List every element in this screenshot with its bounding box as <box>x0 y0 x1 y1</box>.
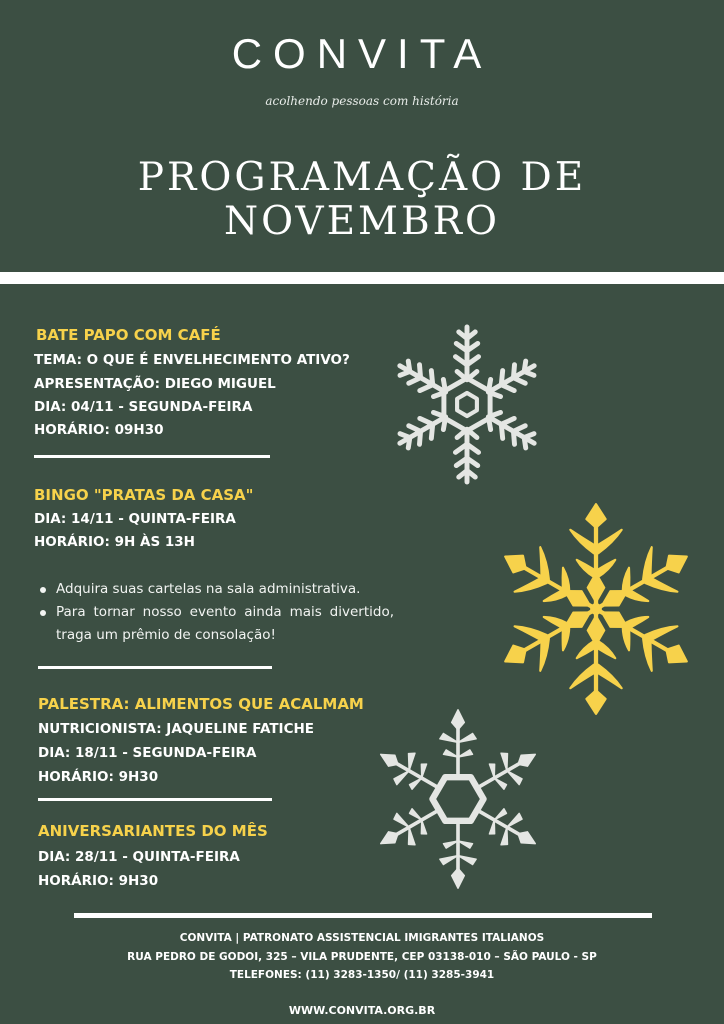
header-divider <box>0 272 724 284</box>
event-time: HORÁRIO: 9H30 <box>38 769 159 785</box>
event-title-bate-papo: BATE PAPO COM CAFÉ <box>36 326 221 344</box>
page-title-line-1: PROGRAMAÇÃO DE <box>137 155 587 200</box>
event-title-palestra: PALESTRA: ALIMENTOS QUE ACALMAM <box>38 695 364 713</box>
snowflake-icon <box>381 322 553 487</box>
event-detail: NUTRICIONISTA: JAQUELINE FATICHE <box>38 721 315 737</box>
tagline: acolhendo pessoas com história <box>265 94 459 108</box>
footer-divider <box>74 913 652 918</box>
section-divider <box>38 666 272 669</box>
section-divider <box>34 455 270 458</box>
snowflake-icon <box>478 502 714 716</box>
event-detail: TEMA: O QUE É ENVELHECIMENTO ATIVO? <box>34 352 350 368</box>
event-title-bingo: BINGO "PRATAS DA CASA" <box>34 486 254 504</box>
footer-phones: TELEFONES: (11) 3283-1350/ (11) 3285-3941 <box>229 969 495 981</box>
section-divider <box>38 798 272 801</box>
event-title-aniversariantes: ANIVERSARIANTES DO MÊS <box>38 822 268 840</box>
list-item: Adquira suas cartelas na sala administrativa. <box>36 578 394 601</box>
event-date: DIA: 18/11 - SEGUNDA-FEIRA <box>38 745 257 761</box>
page-title <box>0 156 724 244</box>
brand-logo: CONVITA <box>231 30 493 77</box>
bingo-notes <box>36 578 394 647</box>
event-time: HORÁRIO: 09H30 <box>34 422 164 438</box>
event-time: HORÁRIO: 9H ÀS 13H <box>34 534 195 550</box>
event-date: DIA: 04/11 - SEGUNDA-FEIRA <box>34 399 253 415</box>
snowflake-icon <box>376 706 540 892</box>
footer-address: RUA PEDRO DE GODOI, 325 – VILA PRUDENTE, CEP 03138-010 – SÃO PAULO - SP <box>127 951 597 963</box>
footer-website-link[interactable]: WWW.CONVITA.ORG.BR <box>288 1004 436 1017</box>
list-item: Para tornar nosso evento ainda mais divertido, traga um prêmio de consolação! <box>36 601 394 647</box>
event-time: HORÁRIO: 9H30 <box>38 873 159 889</box>
event-date: DIA: 14/11 - QUINTA-FEIRA <box>34 511 236 527</box>
footer-organization: CONVITA | PATRONATO ASSISTENCIAL IMIGRANTES ITALIANOS <box>179 932 545 944</box>
event-date: DIA: 28/11 - QUINTA-FEIRA <box>38 849 240 865</box>
event-detail: APRESENTAÇÃO: DIEGO MIGUEL <box>34 376 276 392</box>
page-title-line-2: NOVEMBRO <box>224 199 500 244</box>
